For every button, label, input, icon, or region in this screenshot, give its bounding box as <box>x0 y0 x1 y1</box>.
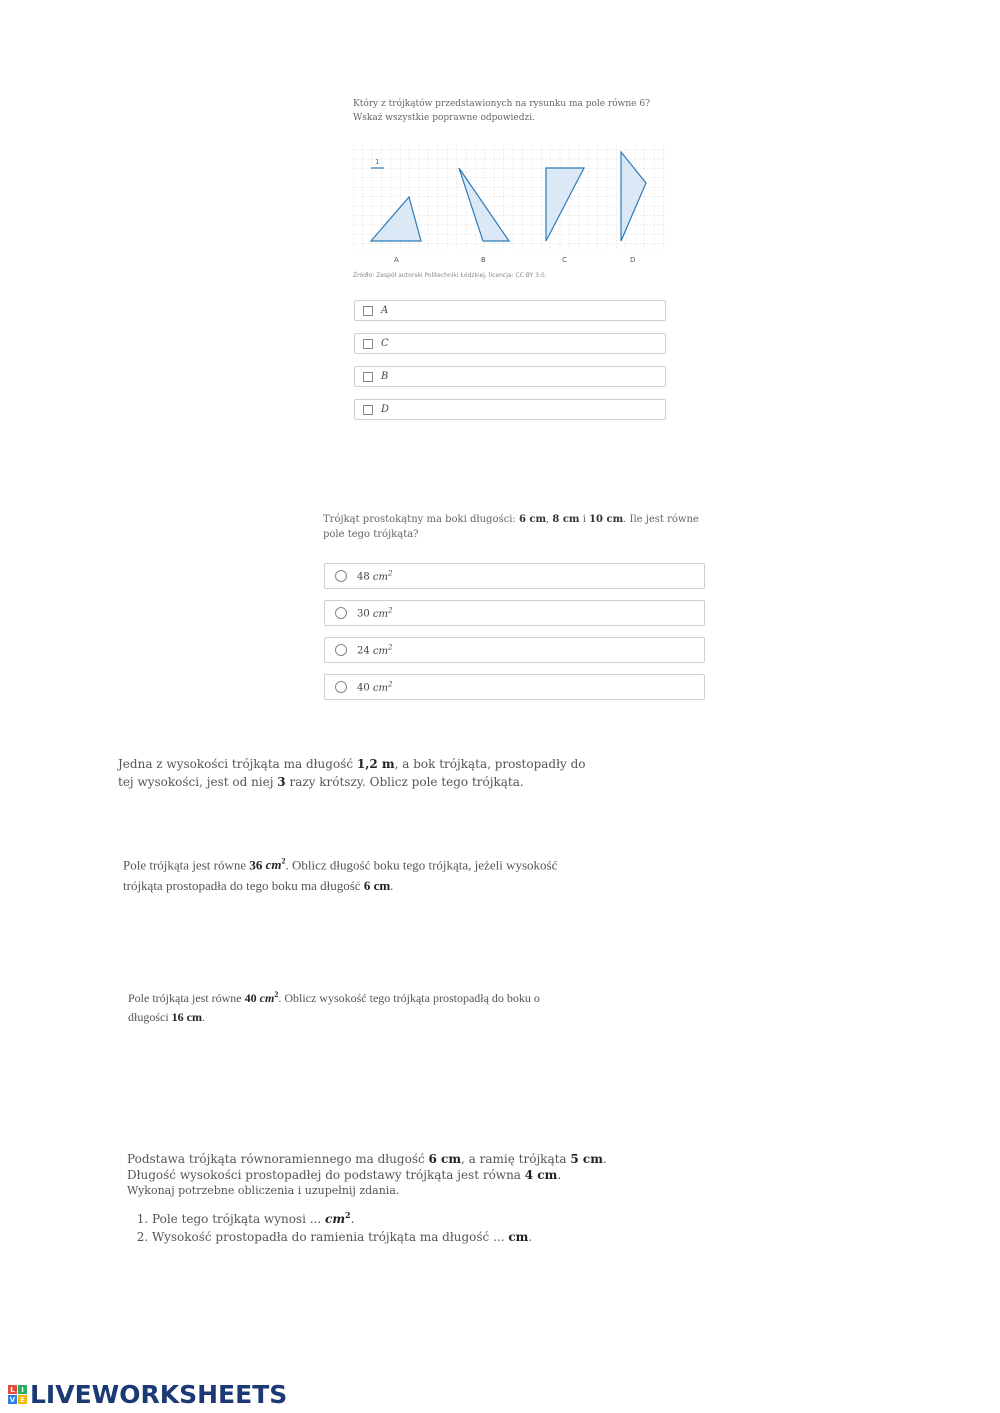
label-b: B <box>481 256 486 264</box>
question-4-text: Pole trójkąta jest równe 36 $cm^2$. Oblicz długość boku tego trójkąta, jeżeli wysokość trójkąta prostopadła do tego boku ma długość 6 cm. <box>123 857 558 894</box>
label-d: D <box>630 256 636 264</box>
option-label: 48 $cm^2$ <box>357 569 393 583</box>
question-6-line2: Długość wysokości prostopadłej do podstawy trójkąta jest równa 4 cm. <box>127 1168 562 1182</box>
list-item: 1. Pole tego trójkąta wynosi ... $cm^2$. <box>152 1206 627 1228</box>
option-label: 30 $cm^2$ <box>357 606 393 620</box>
checkbox[interactable] <box>363 405 373 415</box>
question-1-line2: Wskaż wszystkie poprawne odpowiedzi. <box>353 113 535 123</box>
question-6 <box>127 1151 627 1246</box>
question-3-text: Jedna z wysokości trójkąta ma długość 1,2 m, a bok trójkąta, prostopadły do tej wysokości, jest od niej 3 razy krótszy. Oblicz pole tego trójkąta. <box>118 757 586 789</box>
question-1-text <box>353 97 650 125</box>
option-label: D <box>381 404 390 415</box>
radio-option[interactable] <box>324 563 705 589</box>
label-a: A <box>394 256 399 264</box>
radio-button[interactable] <box>335 607 347 619</box>
side-1: 6 cm <box>518 514 547 525</box>
question-6-line1: Podstawa trójkąta równoramiennego ma długość 6 cm, a ramię trójkąta 5 cm. <box>127 1152 607 1166</box>
radio-option[interactable] <box>324 637 705 663</box>
side-2: 8 cm <box>552 514 580 525</box>
checkbox[interactable] <box>363 339 373 349</box>
question-6-instruction: Wykonaj potrzebne obliczenia i uzupełnij zdania. <box>127 1184 400 1197</box>
option-label: 24 $cm^2$ <box>357 643 393 657</box>
option-label: A <box>381 305 389 316</box>
option-label: B <box>381 371 389 382</box>
checkbox[interactable] <box>363 306 373 316</box>
radio-button[interactable] <box>335 644 347 656</box>
unit-label: 1 <box>375 158 380 166</box>
question-6-list <box>127 1206 627 1246</box>
radio-button[interactable] <box>335 570 347 582</box>
side-3: 10 cm <box>589 514 624 525</box>
radio-option[interactable] <box>324 600 705 626</box>
checkbox-option[interactable] <box>354 366 666 387</box>
checkbox-option[interactable] <box>354 399 666 420</box>
triangle-grid-figure <box>353 140 669 270</box>
radio-option[interactable] <box>324 674 705 700</box>
question-5-text: Pole trójkąta jest równe 40 $cm^2$. Oblicz wysokość tego trójkąta prostopadłą do boku o długości 16 cm. <box>128 990 540 1024</box>
checkbox[interactable] <box>363 372 373 382</box>
liveworksheets-logo <box>8 1380 287 1409</box>
question-2-text: Trójkąt prostokątny ma boki długości: 6 cm, 8 cm i 10 cm. Ile jest równe pole tego trójkąta? <box>323 514 699 540</box>
option-label: C <box>381 338 389 349</box>
checkbox-option[interactable] <box>354 300 666 321</box>
option-label: 40 $cm^2$ <box>357 680 393 694</box>
logo-text: LIVEWORKSHEETS <box>30 1380 288 1409</box>
checkbox-option[interactable] <box>354 333 666 354</box>
list-item: 2. Wysokość prostopadła do ramienia trójkąta ma długość ... cm. <box>152 1228 627 1246</box>
radio-button[interactable] <box>335 681 347 693</box>
logo-mark-icon: L I V E <box>8 1385 27 1404</box>
figure-source: Źródło: Zespół autorski Politechniki Łódzkiej, licencja: CC BY 3.0. <box>353 272 547 279</box>
label-c: C <box>562 256 567 264</box>
question-1-line1: Który z trójkątów przedstawionych na rysunku ma pole równe 6? <box>353 99 650 109</box>
